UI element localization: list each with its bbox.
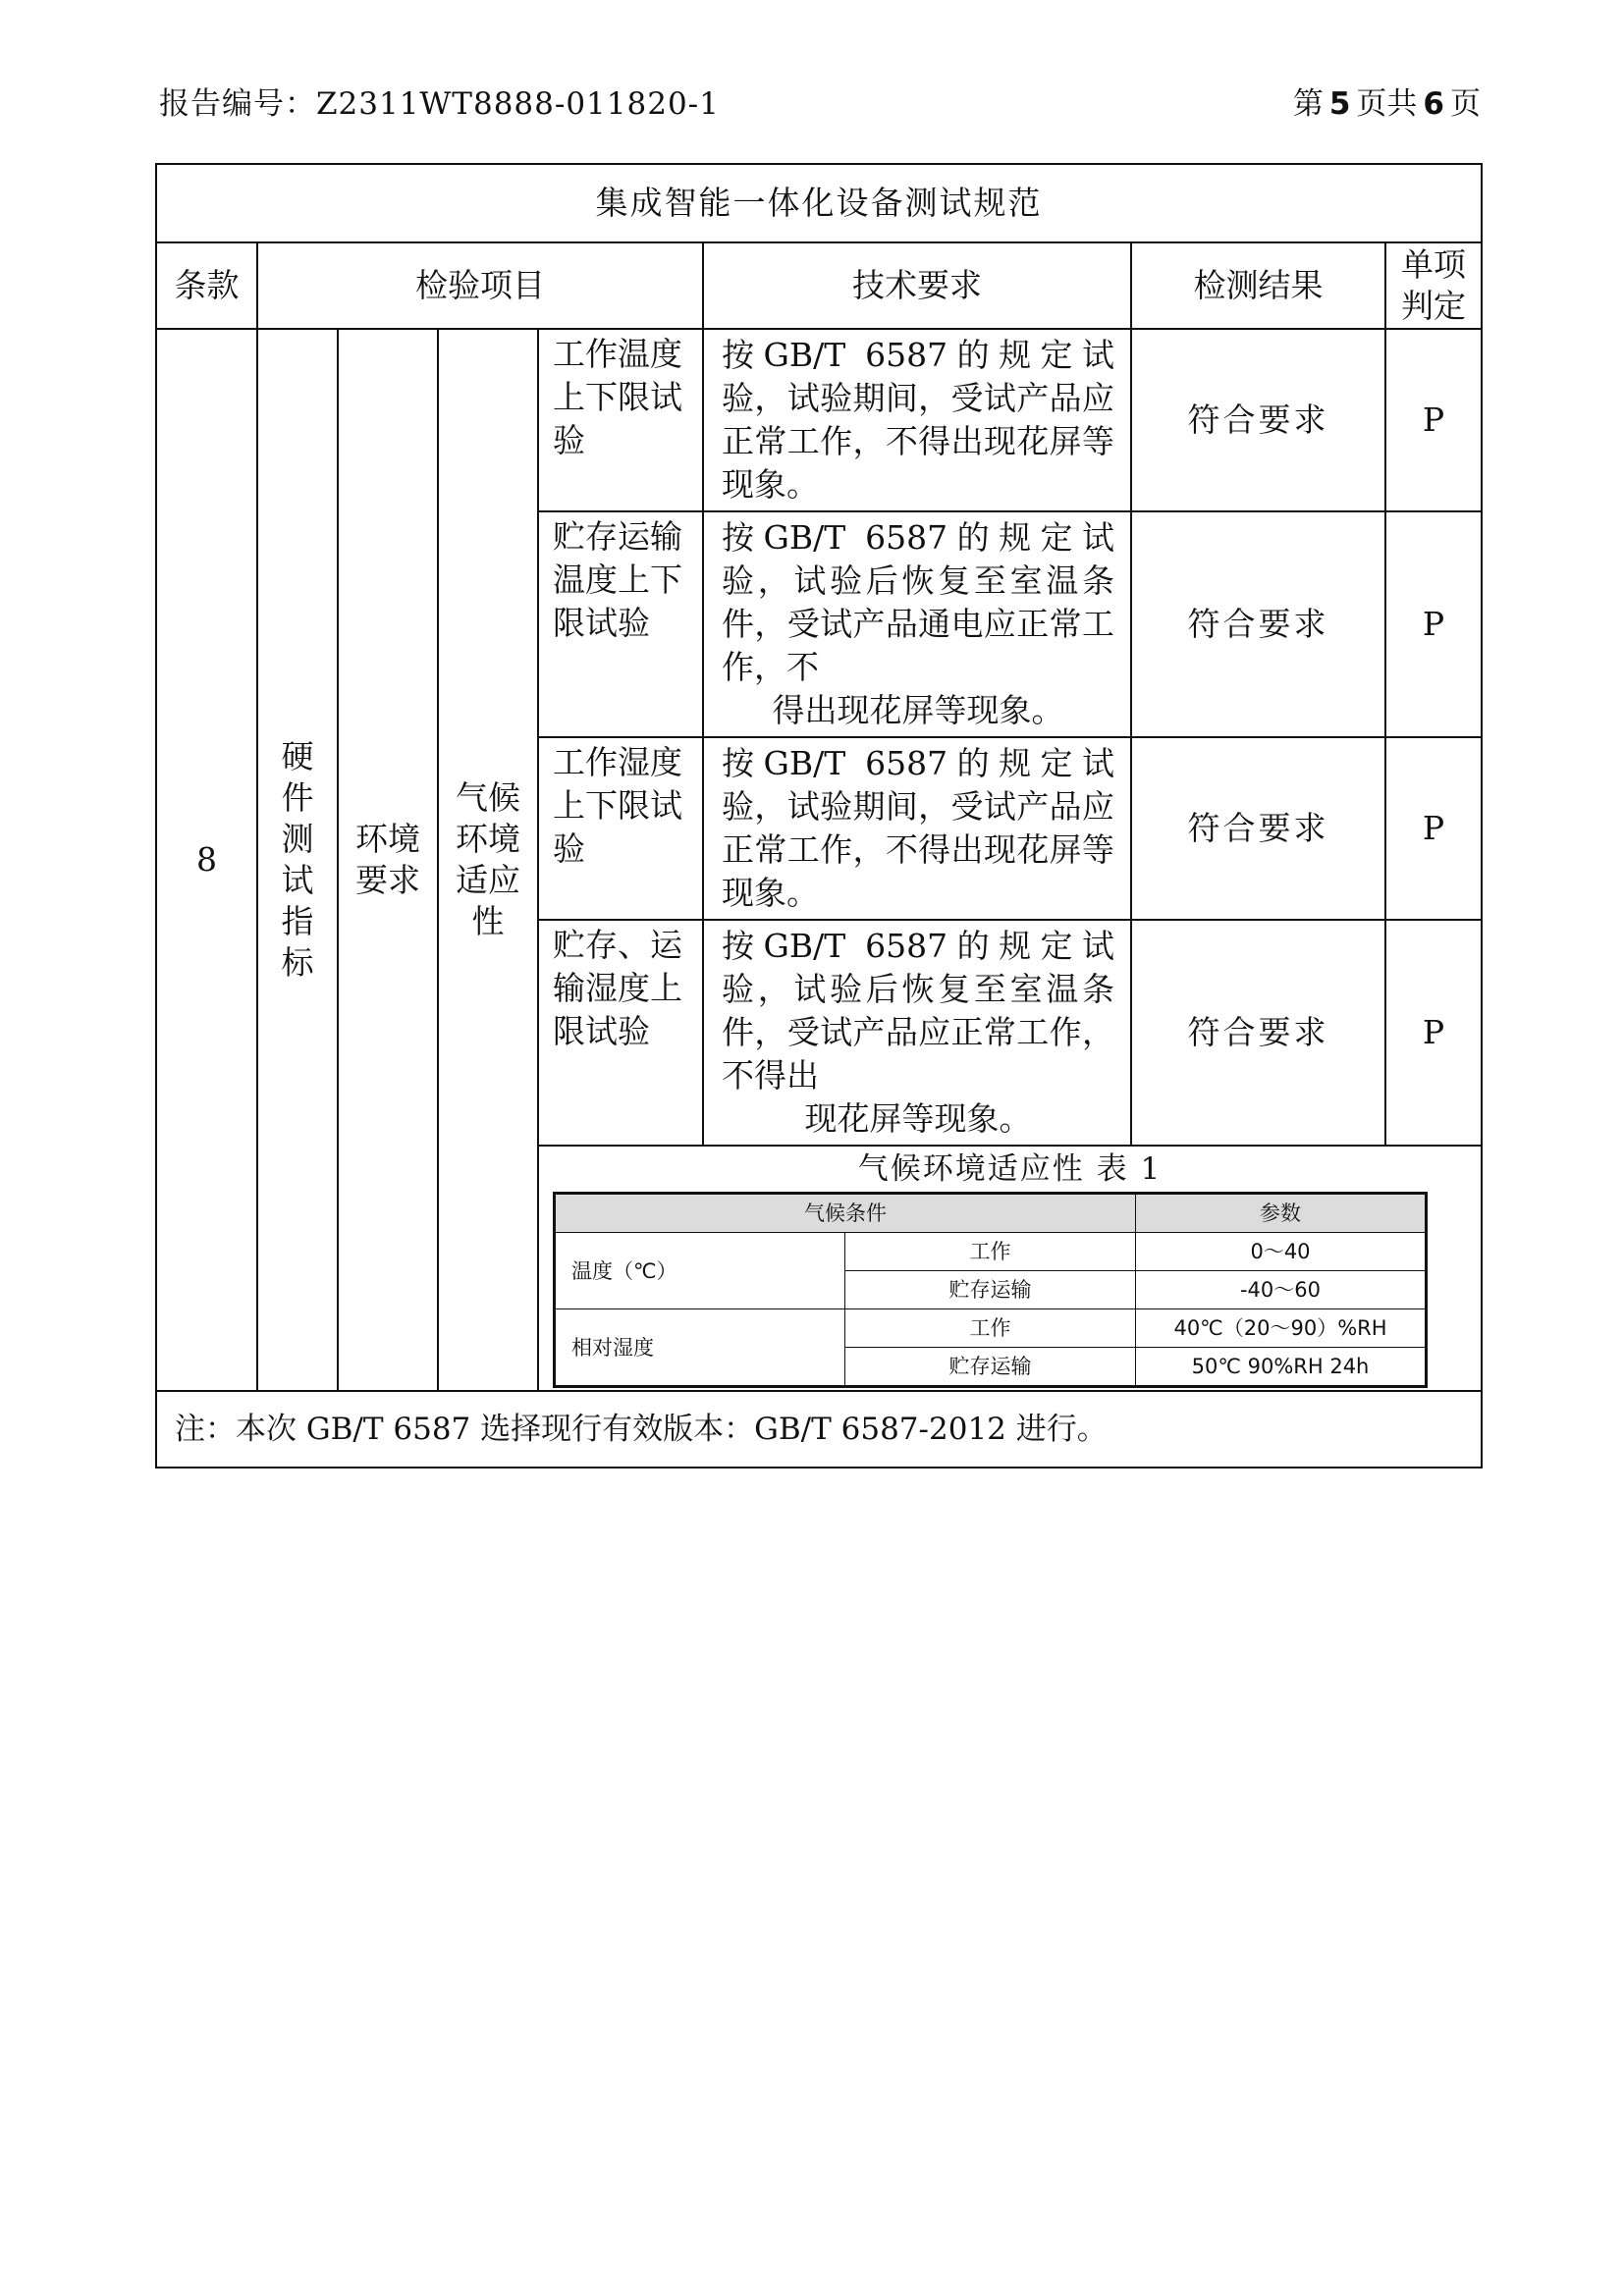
page-suffix: 页 <box>1450 86 1481 122</box>
test-result: 符合要求 <box>1131 329 1385 511</box>
header-items: 检验项目 <box>257 242 703 329</box>
test-result: 符合要求 <box>1131 737 1385 920</box>
test-result: 符合要求 <box>1131 920 1385 1146</box>
temp-work-value: 0～40 <box>1136 1233 1427 1271</box>
test-item: 工作温度上下限试验 <box>538 329 703 511</box>
requirement-text: 按GB/T 6587的规定试验，试验期间，受试产品应正常工作，不得出现花屏等现象。 <box>722 744 1114 912</box>
tech-requirement <box>703 511 1131 737</box>
sub-head-condition: 气候条件 <box>555 1194 1136 1233</box>
requirement-text-end: 得出现花屏等现象。 <box>772 691 1064 729</box>
judgement: P <box>1385 511 1482 737</box>
header-clause: 条款 <box>156 242 257 329</box>
requirement-text: 按GB/T 6587的规定试验，试验后恢复至室温条件，受试产品通电应正常工作，不 <box>722 518 1114 686</box>
humidity-work-value: 40℃（20～90）%RH <box>1136 1309 1427 1348</box>
page-prefix: 第 <box>1292 86 1324 122</box>
category-climate <box>438 329 538 1391</box>
page-total: 6 <box>1423 86 1444 122</box>
humidity-work-label: 工作 <box>845 1309 1136 1348</box>
category-environment <box>338 329 438 1391</box>
sub-table-caption: 气候环境适应性 表 1 <box>857 1151 1163 1187</box>
table-title: 集成智能一体化设备测试规范 <box>156 164 1482 242</box>
category-hardware <box>257 329 338 1391</box>
temp-work-label: 工作 <box>845 1233 1136 1271</box>
climate-sub-table-cell <box>538 1146 1482 1391</box>
tech-requirement <box>703 329 1131 511</box>
header-result: 检测结果 <box>1131 242 1385 329</box>
climate-sub-table <box>553 1192 1428 1388</box>
tech-requirement <box>703 737 1131 920</box>
sub-head-param: 参数 <box>1136 1194 1427 1233</box>
header-requirement: 技术要求 <box>703 242 1131 329</box>
clause-number: 8 <box>156 329 257 1391</box>
page-indicator <box>1293 79 1481 123</box>
humidity-store-label: 贮存运输 <box>845 1348 1136 1387</box>
page-current: 5 <box>1328 86 1351 122</box>
test-item: 贮存运输温度上下限试验 <box>538 511 703 737</box>
test-item: 贮存、运输湿度上限试验 <box>538 920 703 1146</box>
table-note: 注：本次 GB/T 6587 选择现行有效版本：GB/T 6587-2012 进行。 <box>156 1391 1482 1468</box>
requirement-text-end: 现花屏等现象。 <box>804 1099 1032 1138</box>
header-judgement-text: 单项判定 <box>1401 244 1466 325</box>
page-mid: 页共 <box>1356 86 1418 122</box>
tech-requirement <box>703 920 1131 1146</box>
judgement: P <box>1385 920 1482 1146</box>
temp-label: 温度（℃） <box>555 1233 845 1309</box>
report-number: 报告编号：Z2311WT8888-011820-1 <box>159 86 720 122</box>
humidity-label: 相对湿度 <box>555 1309 845 1387</box>
test-item: 工作湿度上下限试验 <box>538 737 703 920</box>
category-environment-text: 环境要求 <box>355 819 420 899</box>
test-spec-table <box>155 163 1483 1468</box>
requirement-text: 按GB/T 6587的规定试验，试验后恢复至室温条件，受试产品应正常工作，不得出 <box>722 927 1114 1095</box>
category-hardware-text: 硬件测试指标 <box>281 736 314 982</box>
temp-store-value: -40～60 <box>1136 1271 1427 1309</box>
test-result: 符合要求 <box>1131 511 1385 737</box>
judgement: P <box>1385 329 1482 511</box>
temp-store-label: 贮存运输 <box>845 1271 1136 1309</box>
category-climate-text: 气候环境适应性 <box>456 777 520 940</box>
requirement-text: 按GB/T 6587的规定试验，试验期间，受试产品应正常工作，不得出现花屏等现象。 <box>722 336 1114 504</box>
humidity-store-value: 50℃ 90%RH 24h <box>1136 1348 1427 1387</box>
judgement: P <box>1385 737 1482 920</box>
header-judgement <box>1385 242 1482 329</box>
